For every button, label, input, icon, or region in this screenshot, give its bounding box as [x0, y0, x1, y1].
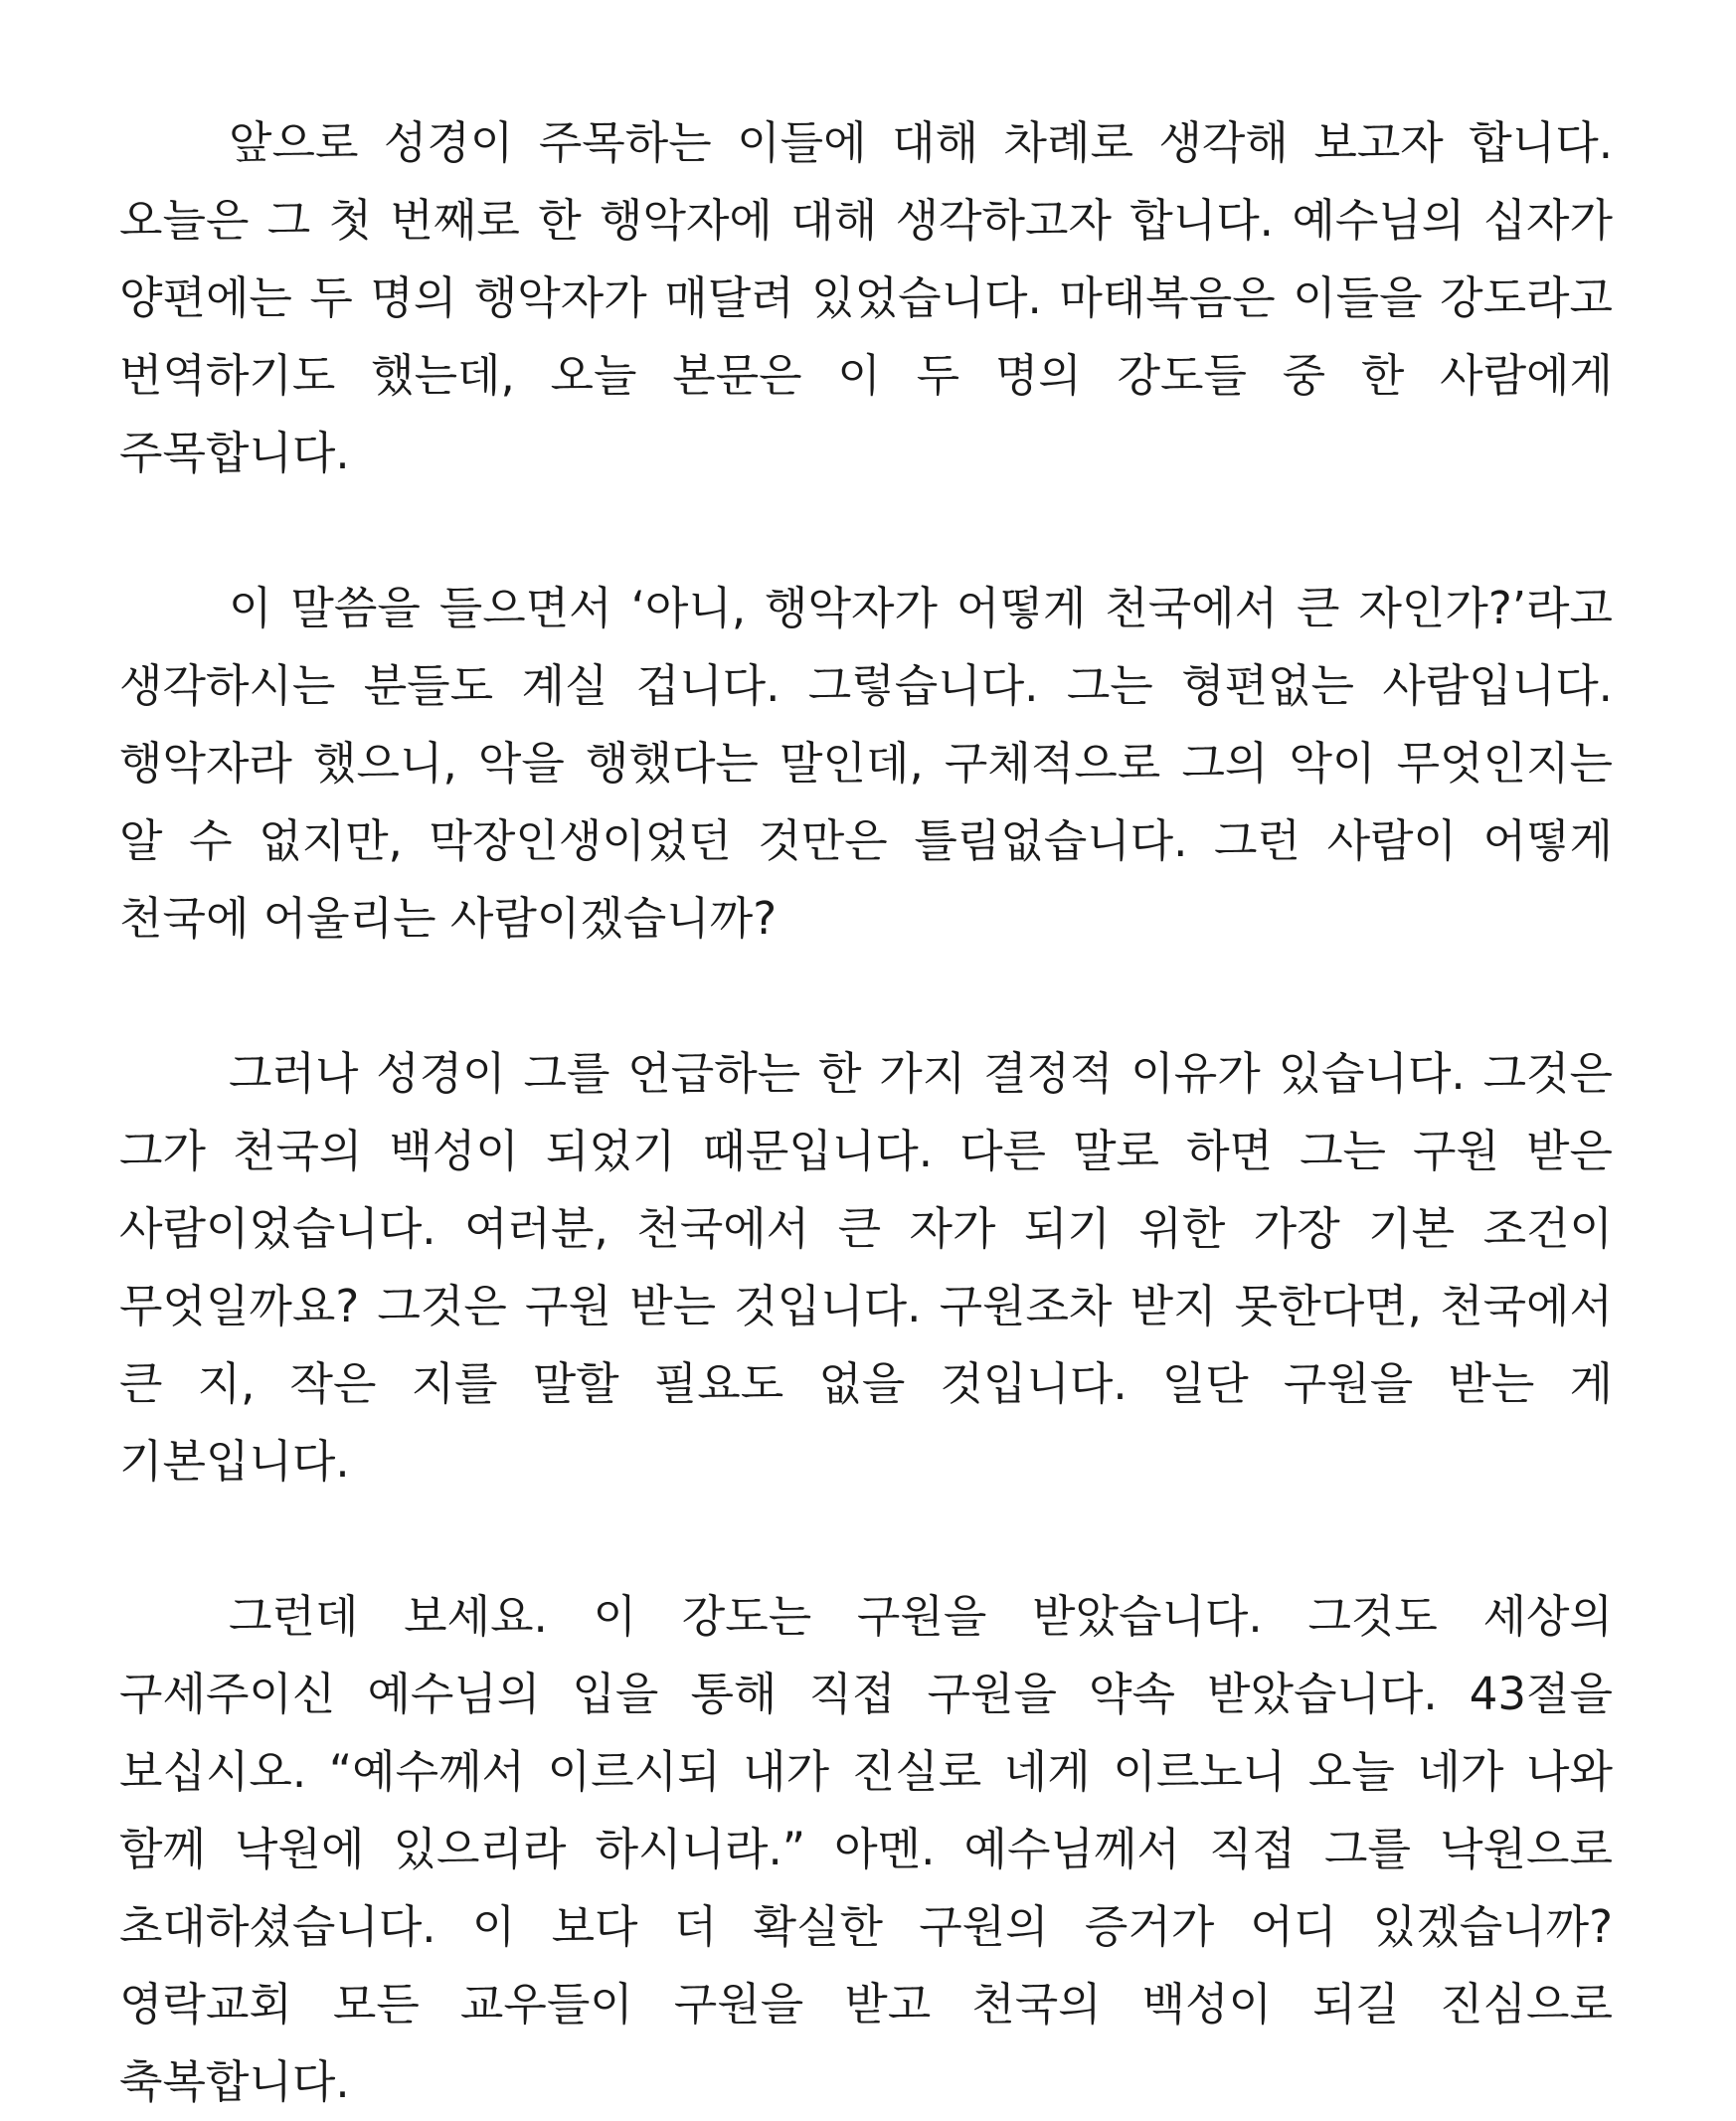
paragraph-1: 앞으로 성경이 주목하는 이들에 대해 차례로 생각해 보고자 합니다. 오늘은 그 첫 번째로 한 행악자에 대해 생각하고자 합니다. 예수님의 십자가 양편에는 두 명의 행악자가 매달려 있었습니다. 마태복음은 이들을 강도라고 번역하기도 했는데, 오늘 본문은 이 두 명의 강도들 중 한 사람에게 주목합니다.: [119, 116, 1613, 479]
paragraph-2: 이 말씀을 들으면서 ‘아니, 행악자가 어떻게 천국에서 큰 자인가?’라고 생각하시는 분들도 계실 겁니다. 그렇습니다. 그는 형편없는 사람입니다. 행악자라 했으니, 악을 행했다는 말인데, 구체적으로 그의 악이 무엇인지는 알 수 없지만, 막장인생이었던 것만은 틀림없습니다. 그런 사람이 어떻게 천국에 어울리는 사람이겠습니까?: [119, 582, 1613, 945]
paragraph-3: 그러나 성경이 그를 언급하는 한 가지 결정적 이유가 있습니다. 그것은 그가 천국의 백성이 되었기 때문입니다. 다른 말로 하면 그는 구원 받은 사람이었습니다. 여러분, 천국에서 큰 자가 되기 위한 가장 기본 조건이 무엇일까요? 그것은 구원 받는 것입니다. 구원조차 받지 못한다면, 천국에서 큰 지, 작은 지를 말할 필요도 없을 것입니다. 일단 구원을 받는 게 기본입니다.: [119, 1047, 1613, 1488]
paragraph-4: 그런데 보세요. 이 강도는 구원을 받았습니다. 그것도 세상의 구세주이신 예수님의 입을 통해 직접 구원을 약속 받았습니다. 43절을 보십시오. “예수께서 이르시되 내가 진실로 네게 이르노니 오늘 네가 나와 함께 낙원에 있으리라 하시니라.” 아멘. 예수님께서 직접 그를 낙원으로 초대하셨습니다. 이 보다 더 확실한 구원의 증거가 어디 있겠습니까? 영락교회 모든 교우들이 구원을 받고 천국의 백성이 되길 진심으로 축복합니다.: [119, 1590, 1613, 2108]
document-body: [119, 104, 1613, 2121]
